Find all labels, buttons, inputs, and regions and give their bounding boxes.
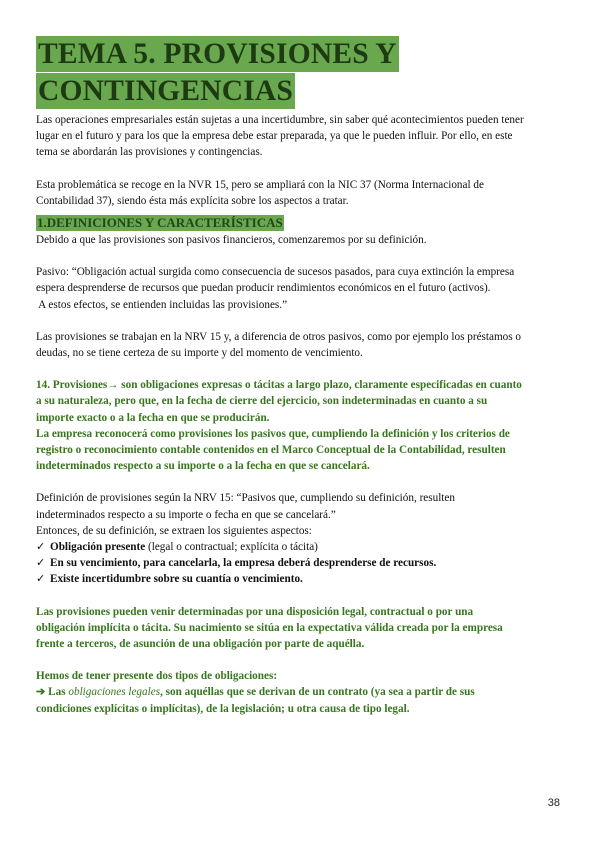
text-line: lugar en el futuro y para los que la empresa debe estar preparada, ya que le pueden influir. Por ello, en este [36, 130, 513, 143]
text-line: Las provisiones pueden venir determinadas por una disposición legal, contractual o por una [36, 605, 474, 618]
text-line: 14. Provisiones→ son obligaciones expresas o tácitas a largo plazo, claramente especificadas en cuanto [36, 379, 522, 392]
page-title [36, 36, 566, 110]
checkmark-icon: ✓ [36, 573, 46, 586]
text-line: Las provisiones se trabajan en la NRV 15 y, a diferencia de otros pasivos, como por ejemplo los préstamos o [36, 330, 522, 343]
title-line-1: TEMA 5. PROVISIONES Y [38, 38, 397, 70]
title-line-2: CONTINGENCIAS [38, 75, 294, 107]
text-line: a su naturaleza, pero que, en la fecha de cierre del ejercicio, son indeterminadas en cuanto a su [36, 395, 488, 408]
arrow-icon: ➔ Las [36, 686, 69, 699]
text-line: indeterminados respecto a su importe o a la fecha en que se cancelará. [36, 460, 370, 473]
checkmark-icon: ✓ [36, 557, 46, 570]
checklist-item-text: En su vencimiento, para cancelarla, la empresa deberá desprenderse de recursos. [50, 557, 437, 570]
text-fragment: , son aquéllas que se derivan de un contrato (ya sea a partir de sus [160, 686, 475, 699]
text-line: Pasivo: “Obligación actual surgida como consecuencia de sucesos pasados, para cuya extinción la empresa [36, 266, 515, 279]
checkmark-icon: ✓ [36, 541, 46, 554]
text-line: frente a terceros, de asunción de una obligación por parte de aquélla. [36, 638, 365, 651]
text-line: espera desprenderse de recursos que puedan producir rendimientos económicos en el futuro (activos). [36, 282, 491, 295]
document-page [36, 36, 566, 717]
section-heading: 1.DEFINICIONES Y CARACTERÍSTICAS [37, 215, 283, 231]
text-line: condiciones explícitas o implícitas), de la legislación; u otra causa de tipo legal. [36, 702, 410, 715]
nrv-paragraph [36, 329, 566, 361]
checklist [36, 539, 566, 588]
text-line [36, 684, 566, 700]
pasivo-paragraph [36, 264, 566, 313]
obligation-types-green [36, 668, 566, 717]
nrv-definition-paragraph [36, 490, 566, 539]
intro-paragraph [36, 112, 566, 161]
text-line: Esta problemática se recoge en la NVR 15, pero se ampliará con la NIC 37 (Norma Internacional de [36, 178, 484, 191]
checklist-item-rest: (legal o contractual; explícita o tácita) [145, 541, 318, 554]
text-line: registro o reconocimiento contable contenidos en el Marco Conceptual de la Contabilidad, resulten [36, 444, 506, 457]
checklist-item [36, 539, 566, 555]
text-line: indeterminados respecto a su importe o fecha en que se cancelará.” [36, 508, 336, 521]
checklist-item [36, 555, 566, 571]
checklist-item-bold: Obligación presente [50, 541, 146, 554]
text-line: Contabilidad 37), siendo ésta más explícita sobre los aspectos a tratar. [36, 194, 349, 207]
text-line: deudas, no se tiene certeza de su importe y del momento de vencimiento. [36, 347, 363, 360]
text-line: La empresa reconocerá como provisiones los pasivos que, cumpliendo la definición y los criterios de [36, 427, 510, 440]
text-line: Las operaciones empresariales están sujetas a una incertidumbre, sin saber qué acontecimientos pueden tener [36, 114, 524, 126]
text-line: obligación implícita o tácita. Su nacimiento se sitúa en la expectativa válida creada por la empresa [36, 621, 503, 634]
intro2-paragraph [36, 177, 566, 209]
provisiones-origin-green [36, 604, 566, 653]
italic-term: obligaciones legales [68, 686, 161, 699]
text-line: Hemos de tener presente dos tipos de obligaciones: [36, 670, 278, 683]
checklist-item [36, 571, 566, 587]
section-lead: Debido a que las provisiones son pasivos financieros, comenzaremos por su definición. [36, 234, 427, 247]
text-line: importe exacto o a la fecha en que se producirán. [36, 411, 270, 424]
text-line: tema se abordarán las provisiones y contingencias. [36, 146, 263, 159]
text-line: Entonces, de su definición, se extraen los siguientes aspectos: [36, 524, 312, 537]
text-line: Definición de provisiones según la NRV 15: “Pasivos que, cumpliendo su definición, resulten [36, 492, 455, 505]
provisiones-definition-green [36, 377, 566, 474]
page-number: 38 [547, 797, 560, 809]
text-line: A estos efectos, se entienden incluidas las provisiones.” [36, 298, 288, 311]
checklist-item-text: Existe incertidumbre sobre su cuantía o vencimiento. [50, 573, 303, 586]
